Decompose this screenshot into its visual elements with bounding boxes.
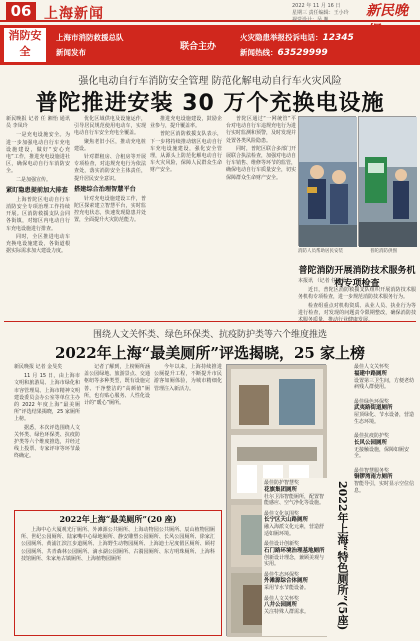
article-column-1 [6,116,70,318]
firefighters-photo-icon [299,117,357,247]
item-category: 最佳人文关怀奖 [264,595,300,602]
item-name: 福建中路厕所 [354,370,388,377]
news-number: 63529999 [277,48,328,58]
item-desc: 智能导引，实时显示空位信息。 [354,481,415,494]
item-category: 最佳设计创新奖 [264,541,300,547]
sidebox-headline: 普陀消防开展消防技术服务机构专项检查 [298,266,416,289]
list-item [264,541,326,568]
item-desc: 设置第三卫生间，方便老幼病残人群使用。 [354,377,415,390]
editor-line: 星期三 责任编辑：王小玲 [292,10,349,16]
paragraph: 检查组重点对机构资质、从业人员、执业行为等进行检查，对发现的问题责令限期整改，确保消防技 [298,302,416,316]
paragraph: 据悉，本次评选围绕人文关怀类、绿色环保类、抗疫防护类等六个维度推选，并经过线上投票、专家评审等环节最终确定。 [14,424,80,460]
article-column-4 [226,116,296,318]
article-column-2 [74,116,146,318]
paragraph: 针对充电设施建设工作，普陀区探索建立智慧平台，实时监控充电状态，快速发现隐患并处置，全面提升火灾防范能力。 [74,195,146,224]
item-category: 最佳文化氛围奖 [264,510,300,517]
list-item [354,364,416,391]
photo-caption-left: 消防人员帮助居民安装 [298,249,343,254]
byline: 新民晚报 记者 任 湘怡 通讯员 李凤玲 [6,116,70,130]
photo-firefighters [298,116,356,246]
list-item [354,399,416,426]
article2-column-1 [14,364,80,506]
item-name: 石门路环境治理基地厕所 [264,547,325,554]
item-name: 花旗集团厕所 [264,486,298,493]
item-desc: 创新设计理念，兼顾美观与实用。 [264,554,325,567]
section-divider [4,321,416,322]
paragraph: 一是充电设施安全。为进一步加强电动自行车充电设施建设，做好“安心充电”工作，推进充电设施进社区，确保电动自行车消防安全。 [6,132,70,175]
paragraph: 近日，普陀区消防救援支队组织开展消防技术服务机构专项检查，进一步规范消防技术服务行为。 [298,287,416,301]
paragraph: 针对群租房、合租房等开展专项检查，对违规充电行为依法查处，落实消防安全主体责任，提升居民安全意识。 [74,154,146,182]
date-line: 2022 年 11 月 16 日 [292,3,341,9]
item-category: 最佳生态环保奖 [264,571,300,578]
fire-safety-banner [0,25,420,65]
page-number: 06 [6,2,36,20]
article2-column-3 [154,364,222,506]
paragraph: 上海普陀区电动自行车消防安全专项治理工作持续开展。区消防救援支队会同各街镇，对辖区内电动自行车充电设施进行排查。 [6,196,70,232]
right-list-a [262,478,328,636]
section-title: 上海新闻 [44,6,104,22]
item-category: 最佳防护智慧奖 [264,480,300,486]
list-item [264,511,326,538]
sidebox-byline: 本报讯 （记者 任湘怡） [298,278,352,284]
list-item [354,433,416,460]
paragraph: 普陀区通过“一网统管”平台对电动自行车违规充电行为进行实时监测和预警，及时发现并处置各类风险隐患。 [226,116,297,144]
headline2-kicker: 围绕人文关怀类、绿色环保类、抗疫防护类等六个维度推选 [92,330,327,340]
top20-title: 2022年上海“最美厕所”(20 座) [59,514,177,524]
headline-kicker: 强化电动自行车消防安全管理 防范化解电动自行车火灾风险 [78,76,342,87]
news-label: 新闻热线： [240,48,278,57]
paragraph: 推进充电设施建设，鼓励企业参与，提升覆盖率。 [150,116,222,130]
banner-hotline-news [240,47,328,58]
report-label: 火灾隐患举报投诉电话： [240,33,323,42]
item-desc: 关注特殊人群需求。 [264,609,310,615]
paragraph: 记者了解到，上榜厕所涵盖公园绿地、旅游景点、交通枢纽等多种类型，既有设施完善、干净整洁的“高颜值”厕所，也有贴心服务、人性化设计的“暖心”厕所。 [84,364,150,407]
paragraph: 同时，全区推进电动车充换电设施建设，各街道根据实际需求加大建设力度。 [6,233,70,255]
list-item [354,468,416,495]
paragraph: 上海中心大厦观光厅厕所、外滩源公共厕所、上海动物园公共厕所、辰山植物园厕所、世纪公园厕所、陆家嘴中心绿地厕所、静安雕塑公园厕所、长风公园厕所、徐家汇公园厕所、黄浦江滨江步道厕所、上海野生动物园厕所、上海迪士尼度假区厕所、顾村公园厕所、共青森林公园厕所、滴水湖公园厕所、古漪园厕所、东方明珠厕所、上海科技馆厕所、朱家角古镇厕所、上海植物园厕所 [21,527,215,562]
banner-co-host: 联合主办 [180,42,217,52]
masthead [0,0,420,22]
item-desc: 屋顶绿化、节水设备，营造生态环境。 [354,412,415,425]
item-name: 八井公园厕所 [264,602,298,608]
top20-box [14,510,222,636]
right-list-b [354,364,416,636]
paragraph: 优化区域供电及设施运作，引导居民规范使用电动车，实现电动自行车安全充电全覆盖。 [74,116,146,137]
newspaper-logo: 新民晚 [366,3,408,19]
paragraph: 二是加强宣传。 [16,176,52,183]
item-category: 最佳智慧服务奖 [354,467,390,474]
banner-hotline-report [240,32,354,43]
charging-station-icon [359,117,417,247]
issue-date [292,3,362,24]
item-desc: 融入海派文化元素，营造舒适如厕环境。 [264,524,325,537]
subheading: 搭建综合治理智慧平台 [74,185,136,193]
banner-release: 新闻发布 [56,48,86,57]
list-item [264,572,326,592]
article-column-3 [150,116,222,318]
item-name: 铜锣湾南方厕所 [354,474,393,480]
photo-charging [358,116,416,246]
report-number: 12345 [322,33,354,43]
item-desc: 采用节水节能设备。 [264,585,310,591]
sidebox-body [298,278,416,318]
item-name: 长宁区天山路厕所 [264,517,309,523]
item-desc: 无接触设施，保障如厕安全。 [354,446,410,459]
paragraph: 11 月 15 日，由上海市文明和旅游局、上海市绿化和市容管理局、上海市精神文明建设委员会办公室等单位主办的 2022 年度上海“最美厕所”评选结果揭晓，25 家厕所上榜。 [14,373,80,423]
list-item [264,596,326,616]
top20-list [21,527,215,631]
item-name: 外滩源综合体厕所 [264,578,309,584]
paragraph: 普陀区消防救援支队表示，下一步将持续推动辖区电动自行车充电设施建设，强化安全管理，从源头上防范化解电动自行车火灾风险，保障人民群众生命财产安全。 [150,131,222,174]
design-line: 视觉设计：吴 胤 [292,17,329,23]
subheading: 紧盯隐患提前加大排查 [6,186,68,194]
article2-column-2 [84,364,150,506]
item-name: 长风公园厕所 [354,439,388,446]
paragraph: 今年以来，上海持续推进公厕提升工程，不断提升市民游客如厕体验，为城市精细化管理注入新活力。 [154,364,222,392]
fire-safety-label: 消防安全 [4,28,46,62]
item-category: 最佳绿色环保奖 [354,398,390,405]
second-headline: 2022年上海“最美厕所”评选揭晓，25 家上榜 [54,344,366,362]
byline: 新民晚报 记者 金旻矣 [14,364,63,370]
item-name: 武夷路街道厕所 [354,405,393,411]
main-headline: 普陀推进安装 30 万个充换电设施 [35,91,385,116]
item-category: 最佳抗疫防护奖 [354,433,390,439]
item-category: 最佳人文关怀奖 [354,364,390,370]
item-desc: 杜尔卫浴智能厕所，配置智能感应、空气净化等设施。 [264,493,325,506]
banner-org: 上海市消防救援总队 [56,33,124,42]
paragraph: 聚焦老旧小区，推动充电桩建设。 [74,138,146,152]
list-item [264,480,326,507]
photo-caption-right: 普陀消防供图 [370,249,397,254]
special-toilets-banner: 2022年上海“特色厕所”(5座) [336,480,349,631]
paragraph: 同时，普陀区联合多部门开展联合执法检查，加强对电动自行车销售、维修等环节的监管，确保电动自行车质量安全，切实保障群众生命财产安全。 [226,145,297,181]
